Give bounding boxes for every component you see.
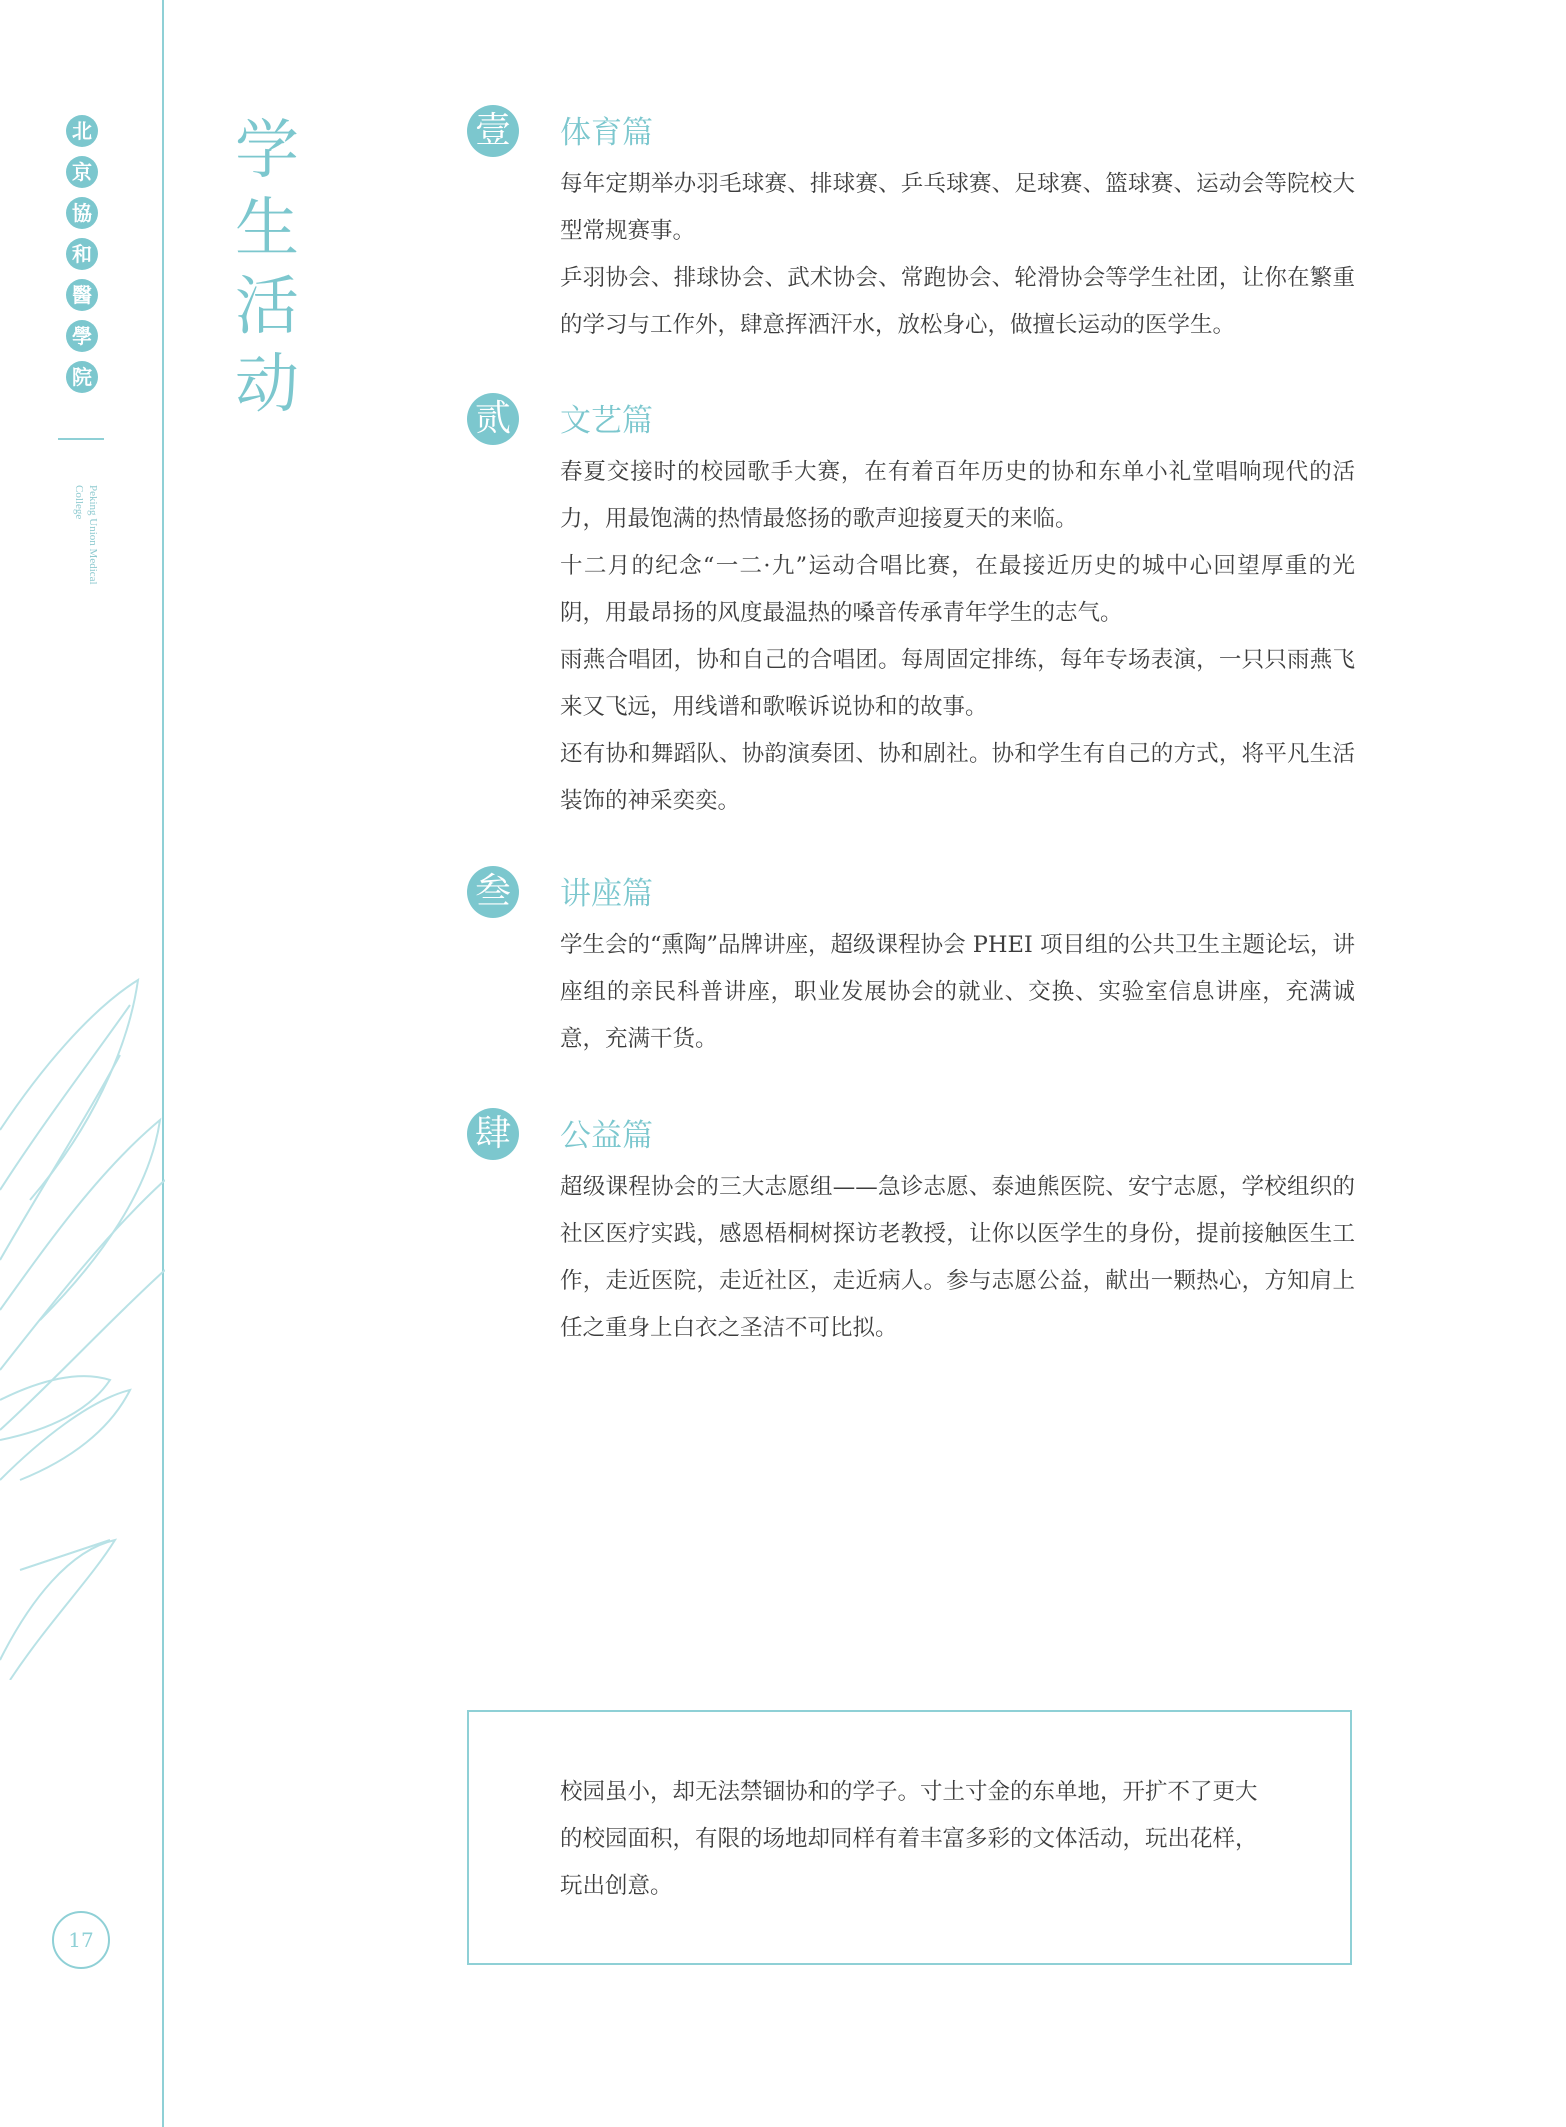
seal-char: 和 <box>66 238 98 270</box>
leaf-decoration <box>0 960 165 1680</box>
paragraph: 春夏交接时的校园歌手大赛，在有着百年历史的协和东单小礼堂唱响现代的活力，用最饱满的热情最悠扬的歌声迎接夏天的来临。 <box>560 459 1355 532</box>
paragraph: 还有协和舞蹈队、协韵演奏团、协和剧社。协和学生有自己的方式，将平凡生活装饰的神采奕奕。 <box>560 741 1355 814</box>
section-body <box>560 922 1355 1063</box>
seal-char: 京 <box>66 156 98 188</box>
section-numeral-badge: 肆 <box>467 1108 519 1160</box>
page-title <box>232 112 302 424</box>
seal-char: 協 <box>66 197 98 229</box>
paragraph: 超级课程协会的三大志愿组——急诊志愿、泰迪熊医院、安宁志愿，学校组织的社区医疗实践，感恩梧桐树探访老教授，让你以医学生的身份，提前接触医生工作，走近医院，走近社区，走近病人。参与志愿公益，献出一颗热心，方知肩上任之重身上白衣之圣洁不可比拟。 <box>560 1174 1355 1341</box>
quote-text: 校园虽小，却无法禁锢协和的学子。寸土寸金的东单地，开扩不了更大的校园面积，有限的场地却同样有着丰富多彩的文体活动，玩出花样，玩出创意。 <box>560 1779 1258 1899</box>
paragraph: 每年定期举办羽毛球赛、排球赛、乒乓球赛、足球赛、篮球赛、运动会等院校大型常规赛事。 <box>560 171 1355 244</box>
section-numeral-badge: 叁 <box>467 866 519 918</box>
paragraph: 学生会的“熏陶”品牌讲座，超级课程协会 PHEI 项目组的公共卫生主题论坛，讲座组的亲民科普讲座，职业发展协会的就业、交换、实验室信息讲座，充满诚意，充满干货。 <box>560 932 1355 1052</box>
section-body <box>560 449 1355 825</box>
page-title-char: 学 <box>235 114 299 188</box>
paragraph: 乒羽协会、排球协会、武术协会、常跑协会、轮滑协会等学生社团，让你在繁重的学习与工作外，肆意挥洒汗水，放松身心，做擅长运动的医学生。 <box>560 265 1355 338</box>
paragraph: 十二月的纪念“一二·九”运动合唱比赛，在最接近历史的城中心回望厚重的光阴，用最昂扬的风度最温热的嗓音传承青年学生的志气。 <box>560 553 1355 626</box>
page-title-char: 活 <box>235 270 299 344</box>
page-title-char: 动 <box>235 348 299 422</box>
seal-char: 北 <box>66 115 98 147</box>
paragraph: 雨燕合唱团，协和自己的合唱团。每周固定排练，每年专场表演，一只只雨燕飞来又飞远，用线谱和歌喉诉说协和的故事。 <box>560 647 1355 720</box>
page-number: 17 <box>52 1911 110 1969</box>
section-body <box>560 1164 1355 1352</box>
section-body <box>560 161 1355 349</box>
school-name-seals <box>66 115 98 393</box>
section-numeral-badge: 贰 <box>467 393 519 445</box>
section-heading: 公益篇 <box>560 1118 653 1154</box>
seal-char: 醫 <box>66 279 98 311</box>
english-school-name: Peking Union Medical College <box>73 485 99 585</box>
seal-char: 學 <box>66 320 98 352</box>
section-heading: 讲座篇 <box>560 876 653 912</box>
section-numeral-badge: 壹 <box>467 105 519 157</box>
sidebar-divider <box>58 438 104 440</box>
page-title-char: 生 <box>235 192 299 266</box>
seal-char: 院 <box>66 361 98 393</box>
section-heading: 体育篇 <box>560 115 653 151</box>
quote-box <box>467 1710 1352 1965</box>
section-heading: 文艺篇 <box>560 403 653 439</box>
